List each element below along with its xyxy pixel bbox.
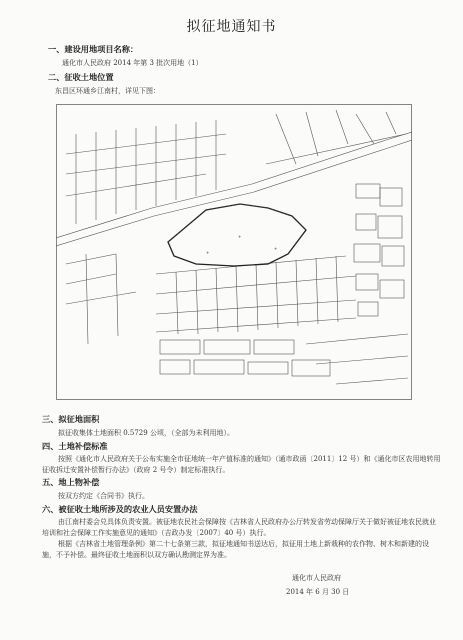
section-3-content: 拟征收集体土地面积 0.5729 公顷，（全部为未利用地）。 (58, 429, 234, 437)
section-6-content-2: 根据《吉林省土地管理条例》第二十七条第三款，拟征地通知书送达后，拟征用土地上新栽种的农作物、树木和新建的设施，不予补偿。最终征收土地面积以双方确认勘测定界为准。 (42, 540, 429, 559)
issuer-name: 通化市人民政府 (292, 574, 341, 582)
issue-date: 2014 年 6 月 30 日 (286, 588, 350, 596)
section-5-content: 按双方约定《合同书》执行。 (58, 492, 149, 500)
section-6-heading: 六、被征收土地所涉及的农业人员安置办法 (42, 504, 198, 514)
location-map (56, 104, 412, 400)
section-6-content-1: 由江南村委会兑具体负责安置。被征地农民社会保障按《吉林省人民政府办公厅转发省劳动保障厅关于做好被征地农民就业培训和社会保障工作实施意见的通知》（吉政办发〔2007〕40 号）执行。 (42, 518, 436, 537)
section-4-heading: 四、土地补偿标准 (42, 441, 108, 451)
section-5-heading: 五、地上物补偿 (42, 477, 100, 487)
section-1-content: 通化市人民政府 2014 年第 3 批次用地（1） (62, 59, 203, 67)
section-1-heading: 一、建设用地项目名称： (48, 44, 139, 54)
section-2-content: 东昌区环通乡江南村，详见下图： (55, 87, 160, 95)
svg-text:+: + (274, 246, 278, 251)
section-3-heading: 三、拟征地面积 (42, 414, 100, 424)
section-4-content: 按照《通化市人民政府关于公布实施全市征地统一年产值标准的通知》（通市政函〔2011〕12 号）和《通化市区农用地转用征收拆迁安置补偿暂行办法》（政府 2 号令）制定标准执行。 (42, 455, 441, 474)
svg-text:+: + (238, 234, 242, 239)
document-title: 拟征地通知书 (186, 19, 277, 35)
section-2-heading: 二、征收土地位置 (48, 72, 114, 82)
svg-text:+: + (206, 250, 210, 255)
